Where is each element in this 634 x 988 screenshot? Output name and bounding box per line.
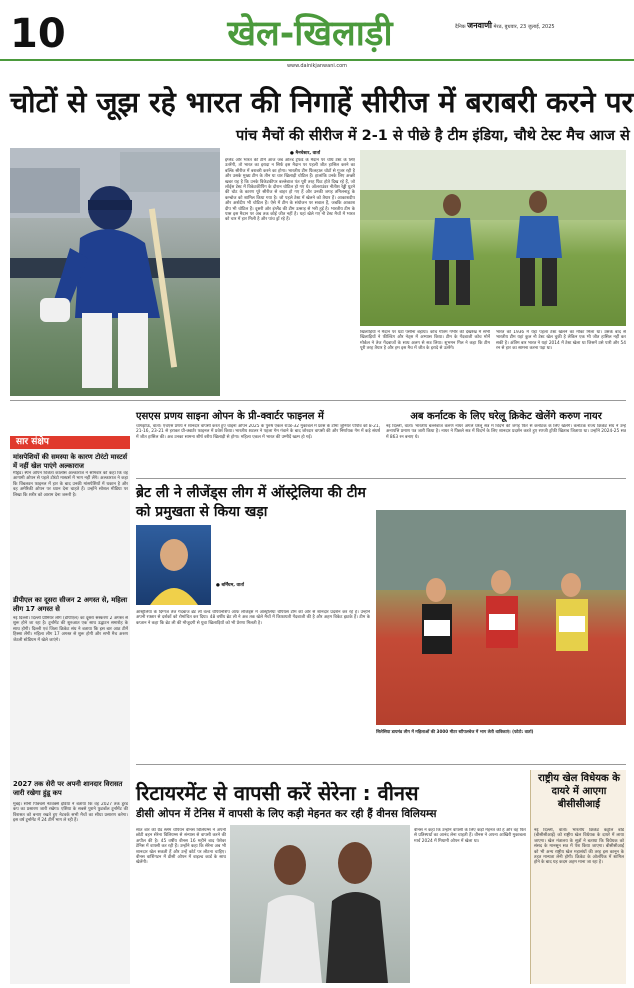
- serena-text-2: वीनस ने कहा कि उन्होंने वापसी के लिए कड़ी मेहनत की है और वह फिर से प्रतिस्पर्धा का आनंद लेना चाहती हैं। वीनस ने अपना आखिरी मुकाबला मार्च 2024 में मियामी ओपन में खेला था।: [414, 828, 526, 844]
- summary-item-body: नई दिल्ली। दिल्ली प्रीमियर लीग (डीपीएल) का दूसरा संस्करण 2 अगस्त से शुरू होने जा रहा है। टूर्नामेंट की शुरुआत एक साथ उद्घाटन समारोह के साथ होगी। दिल्ली एवं जिला क्रिकेट संघ ने बताया कि इस बार आठ टीमें हिस्सा लेंगी। महिला लीग 17 अगस्त से शुरू होगी और सभी मैच अरुण जेटली स्टेडियम में खेले जाएंगे।: [13, 616, 128, 643]
- brettlee-text: ऑस्ट्रेलिया के दिग्गज तेज गेंदबाज ब्रेट ली वर्ल्ड चैंपियनशिप ऑफ लीजेंड्स में ऑस्ट्रेलिया चैंपियंस टीम की ओर से शानदार प्रदर्शन कर रहे हैं। उन्होंने अपनी रफ्तार से दर्शकों को रोमांचित कर दिया। 48 वर्षीय ब्रेट ली ने अब तक खेले मैचों में किफायती गेंदबाजी की है और अहम विकेट झटके हैं। टीम के कप्तान ने कहा कि ब्रेट ली की मौजूदगी से युवा खिलाड़ियों को भी प्रेरणा मिलती है।: [136, 610, 370, 626]
- divider: [10, 400, 626, 401]
- paper-name: जनवाणी: [467, 21, 492, 30]
- summary-item-title: डीपीएल का दूसरा सीजन 2 अगस्त से, महिला लीग 17 अगस्त से: [13, 596, 128, 613]
- summary-title: सार संक्षेप: [10, 436, 130, 449]
- lead-byline: ● मैनचेस्टर, वार्ता: [290, 151, 321, 156]
- serena-photo: [230, 825, 410, 983]
- brettlee-headline: ब्रेट ली ने लीजेंड्स लीग में ऑस्ट्रेलिया की टीम को प्रमुखता से किया खड़ा: [136, 485, 366, 520]
- brettlee-byline: ● बर्मिंघम, वार्ता: [216, 583, 244, 588]
- divider: [136, 478, 626, 479]
- sisters-illustration: [230, 825, 410, 983]
- karnataka-text: नई दिल्ली, वार्ता। भारतीय बल्लेबाज करुण नायर अगले घरेलू सत्र में विदर्भ की जगह फिर से कर्नाटक के लिए खेलेंगे। कर्नाटक राज्य क्रिकेट संघ ने उन्हें अनापत्ति प्रमाण पत्र जारी किया है। नायर ने पिछले सत्र में विदर्भ के लिए शानदार प्रदर्शन करते हुए रणजी ट्रॉफी खिताब जिताया था। उन्होंने 2024-25 सत्र में 863 रन बनाए थे।: [386, 424, 626, 440]
- athletics-caption: सिलेसिया डायमंड लीग में महिलाओं की 3000 मीटर स्टीपलचेज में भाग लेती धाविकाएं। (फोटो: वार्ता): [376, 729, 534, 734]
- masthead-rule: [0, 59, 634, 61]
- section-title: खेल-खिलाड़ी: [227, 14, 393, 54]
- website: www.dainikjanwani.com: [286, 63, 348, 69]
- brettlee-photo: [136, 525, 211, 605]
- bcci-headline: राष्ट्रीय खेल विधेयक के दायरे में आएगा बीसीसीआई: [538, 773, 620, 810]
- serena-text: सात बार की ग्रैंड स्लैम चैंपियन वीनस विलियम्स ने अपनी छोटी बहन सेरेना विलियम्स से संन्यास से वापसी करने की अपील की है। 45 वर्षीय वीनस 16 महीने बाद पेशेवर टेनिस में वापसी कर रही हैं। उन्होंने कहा कि सेरेना अब भी शानदार खेल सकती हैं और उन्हें कोर्ट पर लौटना चाहिए। वीनस वाशिंगटन में डीसी ओपन में वाइल्ड कार्ड के साथ खेलेंगी।: [136, 828, 226, 866]
- dateline: मेरठ, बुधवार, 23 जुलाई, 2025: [493, 24, 555, 30]
- serena-headline: रिटायरमेंट से वापसी करें सेरेना : वीनस: [136, 781, 419, 805]
- training-text-2: भारत को 1936 में यहां पहला टेस्ट खेलने का मौका मिला था। उसके बाद से भारतीय टीम यहां कुल नौ टेस्ट खेल चुकी है लेकिन एक भी जीत हासिल नहीं कर सकी है। अंतिम बार भारत ने यहां 2014 में टेस्ट खेला था जिसमें उसे पारी और 54 रन से हार का सामना करना पड़ा था।: [496, 330, 626, 352]
- training-illustration: [360, 150, 626, 326]
- serena-subhead: डीसी ओपन में टेनिस में वापसी के लिए कड़ी मेहनत कर रही हैं वीनस विलियम्स: [136, 808, 437, 820]
- training-photo: [360, 150, 626, 326]
- lead-column-1: इंग्लैंड और भारत की टीमें आज जब ओल्ड ट्रैफर्ड के मैदान पर चौथे टेस्ट के लिए उतरेंगी, तो भारत का इरादा न सिर्फ इस मैदान पर पहली जीत हासिल करने का बल्कि सीरीज में बराबरी करने का होगा। भारतीय टीम फिलहाल चोटों से गुजर रही है और उसके मुख्य टीम के तीन या चार खिलाड़ी चोटिल हैं। हालांकि उनके लिए अच्छी खबर यह है कि उनके विकेटकीपर बल्लेबाज पंत पूरी तरह फिट होते दिख रहे हैं, जो लॉर्ड्स टेस्ट में विकेटकीपिंग के दौरान चोटिल हो गए थे। ऑलराउंडर नीतीश रेड्डी घुटने की चोट के कारण पूरे सीरीज से बाहर हो गए हैं और उनकी जगह तमिलनाडु के कम्बोज को शामिल किया गया है। जो पहले टेस्ट में खेलने को तैयार हैं। आकाशदीप और अर्शदीप भी चोटिल हैं। ऐसे में टीम के संयोजन पर सवाल हैं, जबकि आकाश दीप भी चोटिल हैं। दूसरी ओर इंग्लैंड की टीम उत्साह से भरी हुई है। भारतीय टीम के पास इस मैदान पर अब तक कोई जीत नहीं है। यहां खेले गए नौ टेस्ट मैचों में भारत को चार में हार मिली है और पांच ड्रॉ रहे हैं।: [225, 158, 355, 223]
- paper-name-line: [455, 20, 555, 31]
- saina-text: चांगझोऊ, वार्ता। एचएस प्रणय ने शानदार वापसी करते हुए चाइना ओपन 2025 के पुरुष एकल राउंड-32 मुकाबले में फ्रांस के टोमा जूनियर पोपोव को 8-21, 21-16, 23-21 से हराकर प्री-क्वार्टर फाइनल में प्रवेश किया। भारतीय शटलर ने पहला गेम गंवाने के बाद जोरदार वापसी की और निर्णायक गेम में कड़े संघर्ष में जीत हासिल की। अब उनका सामना शीर्ष वरीय खिलाड़ी से होगा। महिला एकल में भारत की उम्मीदें खत्म हो गईं।: [136, 424, 380, 440]
- summary-item-body: मुंबई। सोनी पिक्चर्स नेटवर्क्स इंडिया ने बताया कि वह 2027 तक डूरंड कप का प्रसारण जारी रखेगा। एशिया के सबसे पुराने फुटबॉल टूर्नामेंट की विरासत को बनाए रखते हुए नेटवर्क सभी मैचों का सीधा प्रसारण करेगा। इस वर्ष टूर्नामेंट में 24 टीमें भाग ले रही हैं।: [13, 802, 128, 824]
- batsman-photo: [10, 148, 220, 396]
- training-text: खिलाड़ियों ने मैदान पर घंटों पसीना बहाया। कोच गौतम गंभीर की देखरेख में सभी खिलाड़ियों ने फील्डिंग और नेट्स में अभ्यास किया। टीम के गेंदबाजी कोच मोर्ने मोर्कल ने तेज गेंदबाजों के साथ अलग से सत्र लिया। शुभमन गिल ने कहा कि टीम पूरी तरह तैयार है और हम इस मैच में जीत के इरादे से उतरेंगे।: [360, 330, 490, 352]
- page-number: 10: [10, 11, 66, 57]
- lead-headline: चोटों से जूझ रहे भारत की निगाहें सीरीज में बराबरी करने पर: [10, 86, 634, 119]
- athletics-photo: [376, 510, 626, 725]
- batsman-illustration: [10, 148, 220, 396]
- summary-item-title: 2027 तक सेरी पर अपनी शानदार विरासत जारी रखेगा हुंडू कप: [13, 780, 123, 797]
- brettlee-illustration: [136, 525, 211, 605]
- divider: [136, 764, 626, 765]
- karnataka-headline: अब कर्नाटक के लिए घरेलू क्रिकेट खेलेंगे करुण नायर: [410, 411, 602, 422]
- summary-item-title: मांसपेशियों की समस्या के कारण टोरंटो मास्टर्स में नहीं खेल पाएंगे अल्काराज: [13, 453, 128, 470]
- saina-headline: एसएस प्रणय साइना ओपन के प्री-क्वार्टर फाइनल में: [136, 411, 324, 422]
- bcci-text: नई दिल्ली, वार्ता। भारतीय क्रिकेट कंट्रोल बोर्ड (बीसीसीआई) को राष्ट्रीय खेल विधेयक के दायरे में लाया जाएगा। खेल मंत्रालय के सूत्रों ने बताया कि विधेयक को संसद के मानसून सत्र में पेश किया जाएगा। बीसीसीआई को भी अन्य राष्ट्रीय खेल महासंघों की तरह इस कानून के तहत मान्यता लेनी होगी। क्रिकेट के ओलंपिक में शामिल होने के बाद यह कदम अहम माना जा रहा है।: [534, 828, 624, 866]
- athletics-illustration: [376, 510, 626, 725]
- lead-subhead: पांच मैचों की सीरीज में 2-1 से पीछे है टीम इंडिया, चौथे टेस्ट मैच आज से: [236, 128, 630, 144]
- summary-item-body: मैड्रिड। स्पेन ओपन विजेता कार्लोस अल्काराज ने सोमवार को कहा कि वह आगामी ओपन से पहले टोरंटो मास्टर्स में भाग नहीं लेंगे। अल्काराज ने कहा कि विंबलडन फाइनल में हार के बाद उनकी मांसपेशियों में थकान है और वह अमेरिकी ओपन पर ध्यान देना चाहते हैं। उन्होंने सोशल मीडिया पर लिखा कि शरीर को आराम देना जरूरी है।: [13, 471, 128, 498]
- paper-prefix: दैनिक: [455, 24, 466, 30]
